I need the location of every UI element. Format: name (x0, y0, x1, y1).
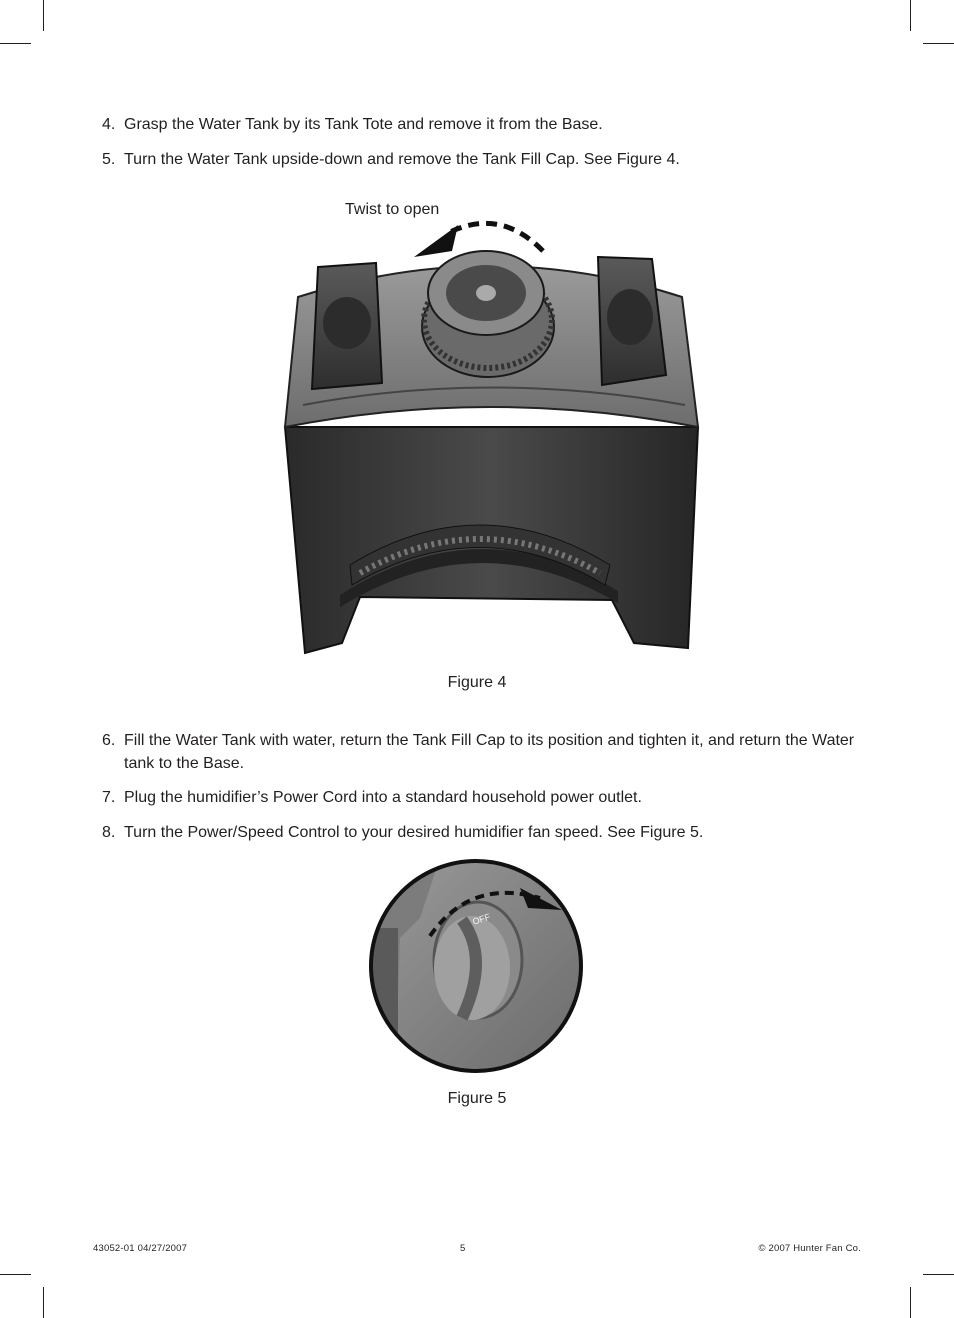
step-8 (102, 821, 872, 844)
crop-mark (923, 43, 954, 44)
figure5-caption: Figure 5 (447, 1090, 507, 1107)
arrow-head (414, 225, 458, 257)
footer-doc-code: 43052-01 04/27/2007 (93, 1243, 188, 1254)
step-text: Grasp the Water Tank by its Tank Tote and remove it from the Base. (124, 116, 603, 133)
step-number: 7. (102, 789, 116, 806)
crop-mark (0, 43, 31, 44)
footer-page-number: 5 (460, 1243, 466, 1254)
step-text: Fill the Water Tank with water, return the Tank Fill Cap to its position and tighten it, and return the Water tank to the Base. (124, 732, 855, 772)
crop-mark (43, 1287, 44, 1318)
knob-off-label: OFF (471, 911, 492, 927)
crop-mark (910, 0, 911, 31)
step-text: Turn the Water Tank upside-down and remove the Tank Fill Cap. See Figure 4. (124, 151, 680, 168)
footer-copyright: © 2007 Hunter Fan Co. (758, 1243, 861, 1254)
control-knob-illustration (0, 858, 954, 1078)
step-text: Plug the humidifier’s Power Cord into a standard household power outlet. (124, 789, 642, 806)
step-7 (102, 786, 872, 809)
step-number: 8. (102, 824, 116, 841)
step-5 (102, 148, 872, 171)
step-6 (102, 729, 872, 775)
step-number: 6. (102, 732, 116, 749)
step-number: 4. (102, 116, 116, 133)
step-4 (102, 113, 872, 136)
step-number: 5. (102, 151, 116, 168)
crop-mark (43, 0, 44, 31)
step-text: Turn the Power/Speed Control to your desired humidifier fan speed. See Figure 5. (124, 824, 704, 841)
crop-mark (923, 1274, 954, 1275)
figure4-caption: Figure 4 (447, 674, 507, 691)
water-tank-illustration (0, 205, 954, 685)
figure4-callout: Twist to open (345, 201, 440, 218)
crop-mark (0, 1274, 31, 1275)
twist-arrow (448, 223, 543, 251)
crop-mark (910, 1287, 911, 1318)
